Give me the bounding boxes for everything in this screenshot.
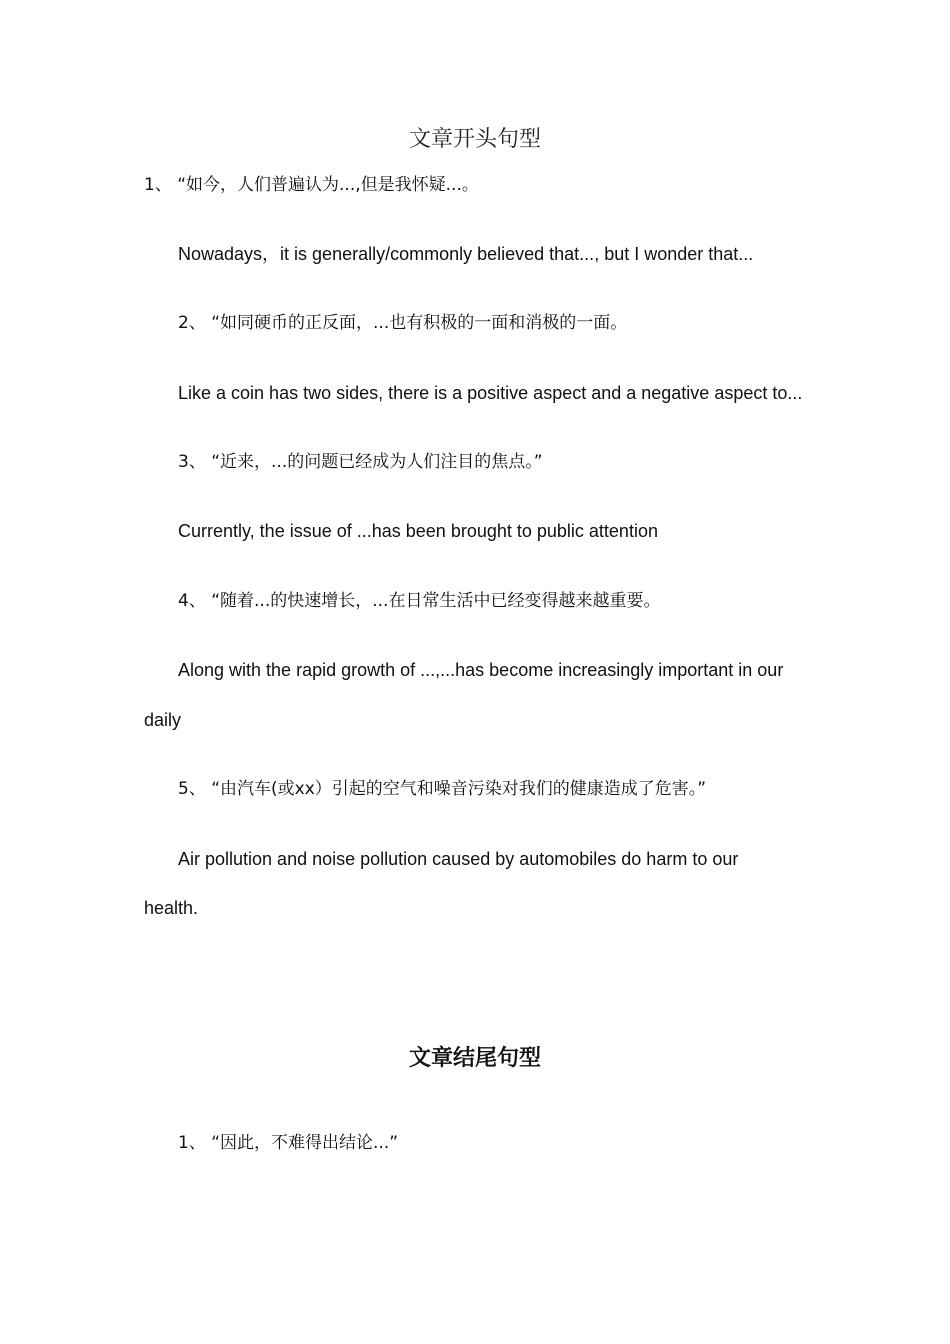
opening-item-3-zh: 3、 “近来，...的问题已经成为人们注目的焦点。” xyxy=(178,452,543,472)
opening-section-title: 文章开头句型 xyxy=(408,127,541,152)
opening-item-3-en: Currently, the issue of ...has been brought to public attention xyxy=(178,521,658,541)
opening-item-5-en-continuation: health. xyxy=(144,898,199,918)
opening-item-1-zh: 1、 “如今，人们普遍认为...,但是我怀疑...。 xyxy=(144,175,479,195)
closing-section-title: 文章结尾句型 xyxy=(408,1046,541,1071)
opening-item-5-en: Air pollution and noise pollution caused by automobiles do harm to our xyxy=(178,849,739,869)
opening-item-4-en: Along with the rapid growth of ...,...has become increasingly important in our xyxy=(178,660,784,680)
opening-item-2-en: Like a coin has two sides, there is a positive aspect and a negative aspect to... xyxy=(178,383,803,403)
opening-item-1-en: Nowadays，it is generally/commonly believed that..., but I wonder that... xyxy=(178,244,754,264)
opening-item-5-zh: 5、 “由汽车(或xx）引起的空气和噪音污染对我们的健康造成了危害。” xyxy=(178,779,707,799)
opening-item-2-zh: 2、 “如同硬币的正反面，...也有积极的一面和消极的一面。 xyxy=(178,313,628,333)
closing-item-1-zh: 1、 “因此，不难得出结论...” xyxy=(178,1133,399,1153)
opening-item-4-en-continuation: daily xyxy=(144,710,182,730)
opening-item-4-zh: 4、 “随着...的快速增长，...在日常生活中已经变得越来越重要。 xyxy=(178,591,661,611)
